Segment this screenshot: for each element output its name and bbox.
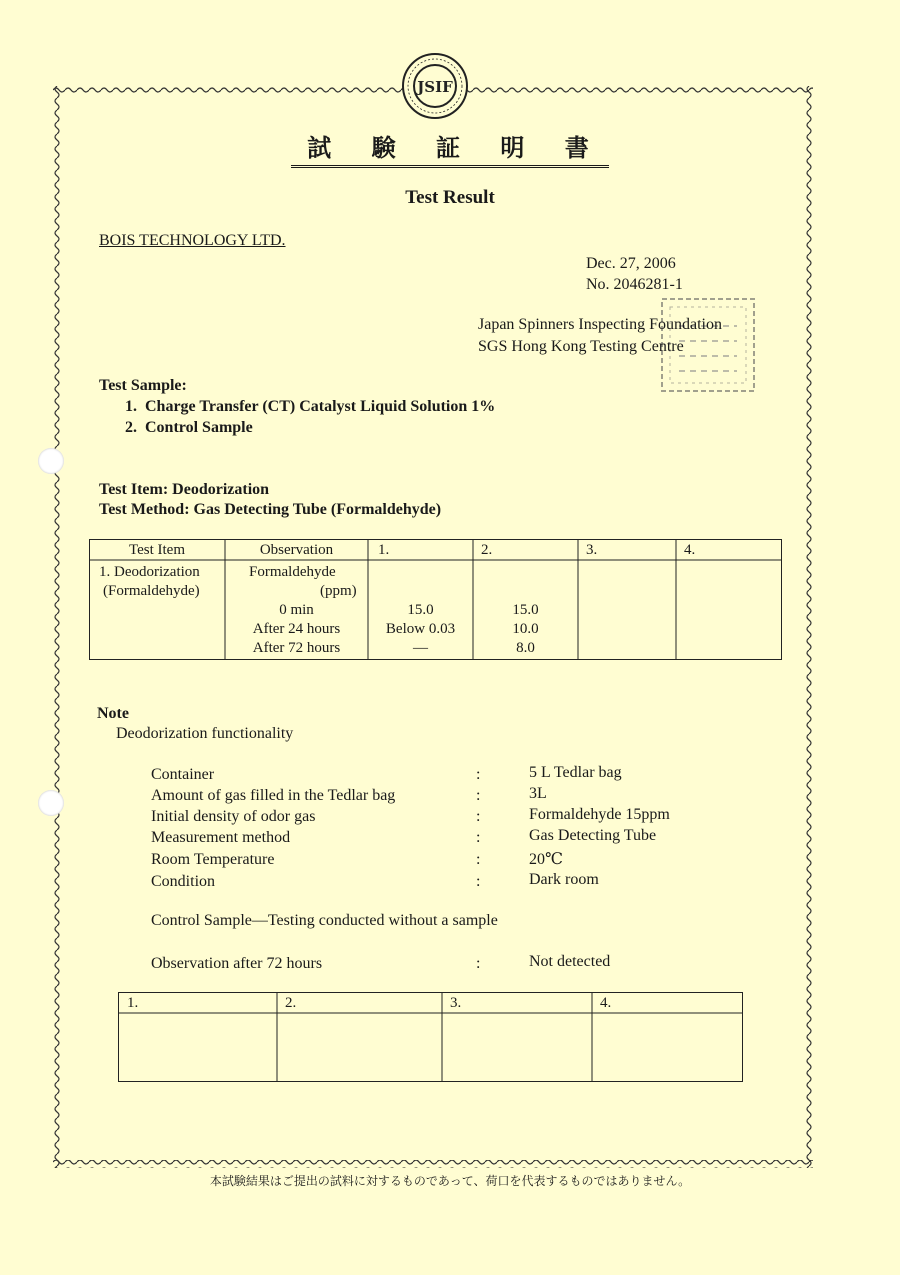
results-table xyxy=(89,539,782,660)
observation-table-grid xyxy=(118,992,743,1082)
note-subtitle: Deodorization functionality xyxy=(116,725,294,742)
row-value-sample-2: 15.0 xyxy=(512,602,539,618)
test-sample-label: Test Sample: xyxy=(99,377,187,394)
note-value: 5 L Tedlar bag xyxy=(529,764,622,781)
header-sample-4: 4. xyxy=(600,995,612,1011)
page-title-japanese: 試 験 証 明 書 xyxy=(0,128,900,163)
note-value: 3L xyxy=(529,785,547,802)
row-value-sample-2: 8.0 xyxy=(516,640,535,656)
row-value-sample-1: — xyxy=(413,640,428,656)
observation-separator: : xyxy=(476,955,481,972)
test-sample-item: 1. Charge Transfer (CT) Catalyst Liquid Solution 1% xyxy=(125,398,496,415)
note-separator: : xyxy=(476,808,481,825)
row-value-sample-1: 15.0 xyxy=(407,602,434,618)
observation-table xyxy=(118,992,743,1082)
row-value-sample-1: Below 0.03 xyxy=(385,621,456,637)
institute-name: Japan Spinners Inspecting Foundation xyxy=(478,316,722,333)
note-separator: : xyxy=(476,766,481,783)
note-label: Amount of gas filled in the Tedlar bag xyxy=(151,787,396,804)
row-value-sample-2: 10.0 xyxy=(512,621,539,637)
note-label: Container xyxy=(151,766,215,783)
punch-hole-bottom xyxy=(38,790,64,816)
test-sample-item: 2. Control Sample xyxy=(125,419,253,436)
header-sample-2: 2. xyxy=(285,995,297,1011)
header-sample-1: 1. xyxy=(127,995,139,1011)
company-name: BOIS TECHNOLOGY LTD. xyxy=(99,232,286,249)
header-sample-2: 2. xyxy=(481,542,493,558)
header-sample-3: 3. xyxy=(450,995,462,1011)
header-observation: Observation xyxy=(259,542,334,558)
header-sample-1: 1. xyxy=(378,542,390,558)
note-title: Note xyxy=(97,705,129,722)
observation-label: Observation after 72 hours xyxy=(151,955,323,972)
punch-hole-top xyxy=(38,448,64,474)
note-label: Room Temperature xyxy=(151,851,275,868)
svg-text:JSIF: JSIF xyxy=(417,78,453,96)
control-sample-note: Control Sample—Testing conducted without a sample xyxy=(151,912,498,929)
note-label: Condition xyxy=(151,873,216,890)
test-item-subname: (Formaldehyde) xyxy=(103,583,200,599)
note-value: Gas Detecting Tube xyxy=(529,827,657,844)
note-label: Measurement method xyxy=(151,829,291,846)
issue-date: Dec. 27, 2006 xyxy=(586,255,676,272)
note-separator: : xyxy=(476,787,481,804)
note-value: 20℃ xyxy=(529,851,563,868)
page-title: Test Result xyxy=(405,187,495,208)
test-item-heading: Test Item: Deodorization xyxy=(99,481,270,498)
institute-block xyxy=(478,314,722,358)
observation-value: Not detected xyxy=(529,953,611,970)
certificate-number: No. 2046281-1 xyxy=(586,276,683,293)
testing-centre: SGS Hong Kong Testing Centre xyxy=(478,338,684,355)
row-label: After 72 hours xyxy=(252,640,341,656)
header-sample-3: 3. xyxy=(586,542,598,558)
row-label: 0 min xyxy=(279,602,314,618)
header-sample-4: 4. xyxy=(684,542,696,558)
date-block xyxy=(586,253,683,295)
note-value: Formaldehyde 15ppm xyxy=(529,806,670,823)
header-test-item: Test Item xyxy=(128,542,185,558)
note-separator: : xyxy=(476,829,481,846)
test-method-heading: Test Method: Gas Detecting Tube (Formaldehyde) xyxy=(99,501,442,518)
observation-unit: (ppm) xyxy=(320,583,357,599)
observation-name: Formaldehyde xyxy=(249,564,336,580)
jsif-seal-icon xyxy=(401,52,469,120)
note-separator: : xyxy=(476,873,481,890)
row-label: After 24 hours xyxy=(252,621,341,637)
note-label: Initial density of odor gas xyxy=(151,808,316,825)
test-item-name: 1. Deodorization xyxy=(99,564,200,580)
note-separator: : xyxy=(476,851,481,868)
footer-disclaimer: 本試験結果はご提出の試料に対するものであって、荷口を代表するものではありません。 xyxy=(209,1174,691,1188)
note-value: Dark room xyxy=(529,871,599,888)
